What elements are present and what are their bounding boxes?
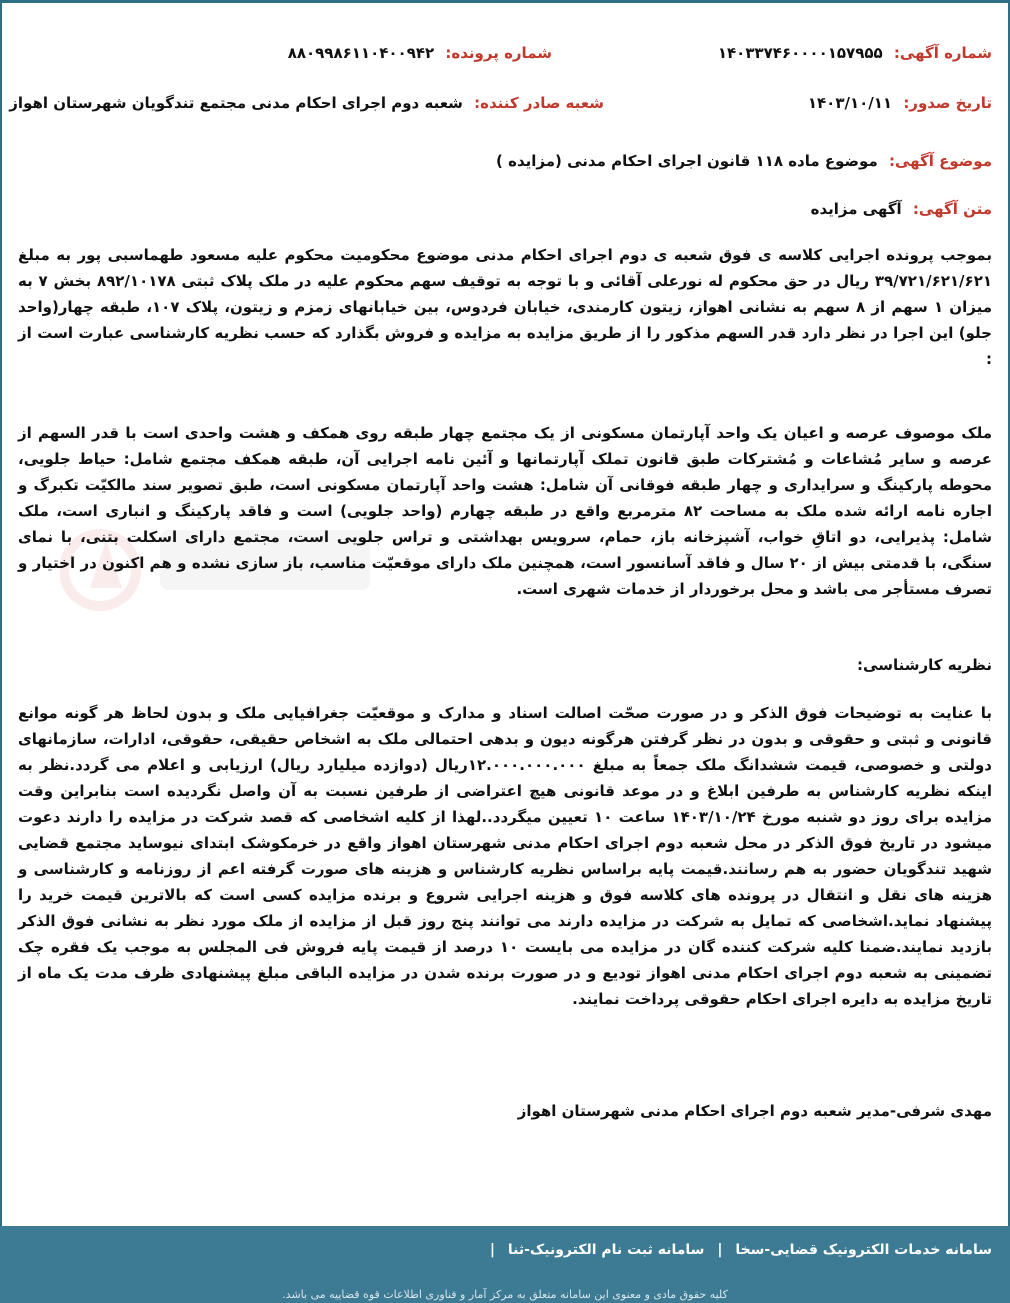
issue-date-label: تاریخ صدور: [903, 94, 992, 112]
issuer-row [9, 94, 604, 112]
footer-copyright: کلیه حقوق مادی و معنوی این سامانه متعلق به مرکز آمار و فناوری اطلاعات قوه قضاییه می باشد. [282, 1288, 728, 1301]
left-border [0, 0, 2, 1226]
issuer-value: شعبه دوم اجرای احکام مدنی مجتمع تندگویان شهرستان اهواز [9, 94, 463, 112]
case-number-label: شماره پرونده: [445, 44, 552, 62]
subject-row [496, 152, 992, 170]
text-title: آگهی مزایده [810, 200, 902, 218]
paragraph-expert-opinion [18, 700, 992, 1012]
footer-bar [0, 1226, 1010, 1303]
text-title-row [811, 200, 992, 218]
subject-label: موضوع آگهی: [888, 152, 992, 170]
notice-number-row [718, 44, 992, 62]
paragraph-property [18, 420, 992, 602]
notice-number-value: ۱۴۰۳۳۷۴۶۰۰۰۰۱۵۷۹۵۵ [717, 44, 883, 62]
signature [18, 1098, 992, 1124]
sakha-link[interactable]: سامانه خدمات الکترونیک قضایی-سخا [735, 1242, 992, 1258]
issue-date-row [808, 94, 992, 112]
footer-separator: | [717, 1242, 723, 1258]
paragraph-intro [18, 242, 992, 372]
body-paragraph: با عنایت به توضیحات فوق الذکر و در صورت صحّت اصالت اسناد و مدارک و موقعیّت جغرافیایی ملک و بدون لحاظ هر گونه موانع قانونی و ثبتی و حقوقی و بدون در نظر گرفتن هرگونه دیون و بدهی احتمالی ملک به اشخاص حقیقی، حقوقی، ادارات، سازمانهای دولتی و خصوصی، قیمت ششدانگ ملک جمعاً به مبلغ ۱۲.۰۰۰.۰۰۰.۰۰۰ریال (دوازده میلیارد ریال) ارزیابی و اعلام می گردد.نظر به اینکه نظریه کارشناس به طرفین ابلاغ و در موعد قانونی هیچ اعتراضی از طرفین نسبت به آن واصل نگردیده است بنابراین وقت مزایده برای روز دو شنبه مورخ ۱۴۰۳/۱۰/۲۴ ساعت ۱۰ تعیین میگردد..لهذا از کلیه اشخاصی که قصد شرکت در مزایده را دارند دعوت میشود در تاریخ فوق الذکر در محل شعبه دوم اجرای احکام مدنی شهرستان اهواز واقع در خرمکوشک ابتدای نیوساید مجتمع قضایی شهید تندگویان حضور به هم رسانند.قیمت پایه براساس نظریه کارشناس و هزینه های صورت گرفته اعم از روزنامه و کارشناسی و هزینه های نقل و انتقال در پرونده های کلاسه فوق و هزینه اجرایی شروع و برنده مزایده کسی است که بالاترین قیمت خرید را پیشنهاد نماید.اشخاصی که تمایل به شرکت در مزایده دارند می توانند پنج روز قبل از مزایده از ملک مورد نظر به نشانی فوق الذکر بازدید نمایند.ضمنا کلیه شرکت کننده گان در مزایده می بایست ۱۰ درصد از قیمت پایه فروش فی المجلس به موجب یک فقره چک تضمینی به شعبه دوم اجرای احکام مدنی اهواز تودیع و در صورت برنده شدن در مزایده الباقی مبلغ پیشنهادی ظرف مدت یک ماه از تاریخ مزایده به دایره اجرای احکام حقوقی پرداخت نمایند. [18, 704, 993, 1008]
case-number-row [288, 44, 552, 62]
subject-value: موضوع ماده ۱۱۸ قانون اجرای احکام مدنی (مزایده ) [496, 152, 878, 170]
body-paragraph: ملک موصوف عرصه و اعیان یک واحد آپارتمان مسکونی از یک مجتمع چهار طبقه روی همکف و هشت واحدی است با قدر السهم از عرصه و سایر مُشاعات و مُشترکات طبق قانون تملک آپارتمانها و آئین نامه اجرایی آن، طبقه همکف مجتمع شامل: حیاط جلویی، محوطه پارکینگ و سرایداری و چهار طبقه فوقانی آن شامل: هشت واحد آپارتمان مسکونی است، طبق تصویر سند مالکیّت تکبرگ و اجاره نامه ارائه شده ملک به مساحت ۸۲ مترمربع واقع در طبقه چهارم (واحد جلویی) است و فاقد پارکینگ و انباری است، ملک شامل: پذیرایی، دو اتاقِ خواب، آشپزخانه باز، حمام، سرویس بهداشتی و تراس جلویی است، مجتمع دارای اسکلت بتنی، با نمای سنگی، با قدمتی بیش از ۲۰ سال و فاقد آسانسور است، همچنین ملک دارای موقعیّت مناسب، باز سازی نشده و هم اکنون در اختیار و تصرف مستأجر می باشد و محل برخوردار از خدمات شهری است. [18, 424, 992, 598]
issuer-label: شعبه صادر کننده: [474, 94, 604, 112]
footer-separator: | [489, 1242, 495, 1258]
footer-links [482, 1242, 992, 1258]
notice-number-label: شماره آگهی: [893, 44, 992, 62]
signature-line: مهدی شرفی-مدیر شعبه دوم اجرای احکام مدنی شهرستان اهواز [517, 1102, 992, 1120]
section-heading: نظریه کارشناسی: [857, 656, 992, 674]
paragraph-expert-heading [18, 652, 992, 678]
top-border [0, 0, 1010, 3]
case-number-value: ۸۸۰۹۹۸۶۱۱۰۴۰۰۹۴۲ [287, 44, 435, 62]
issue-date-value: ۱۴۰۳/۱۰/۱۱ [807, 94, 893, 112]
sana-link[interactable]: سامانه ثبت نام الکترونیک-ثنا [507, 1242, 705, 1258]
text-label: متن آگهی: [912, 200, 992, 218]
body-paragraph: بموجب پرونده اجرایی کلاسه ی فوق شعبه ی دوم اجرای احکام مدنی موضوع محکومیت محکوم علیه مسعود طهماسبی پور به مبلغ ۳۹/۷۲۱/۶۲۱/۶۲۱ ریال در حق محکوم له نورعلی آقائی و با توجه به توقیف سهم محکوم علیه در ملک پلاک ثبتی ۸۹۲/۱۰۱۷۸ بخش ۷ به میزان ۱ سهم از ۸ سهم به نشانی اهواز، زیتون کارمندی، خیابان فردوس، بین خیابانهای زمزم و زیتون، پلاک ۱۰۷، طبقه چهار(واحد جلو) این اجرا در نظر دارد قدر السهم مذکور را از طریق مزایده به مزایده و فروش بگذارد که حسب نظریه کارشناسی عبارت است از : [18, 246, 993, 368]
